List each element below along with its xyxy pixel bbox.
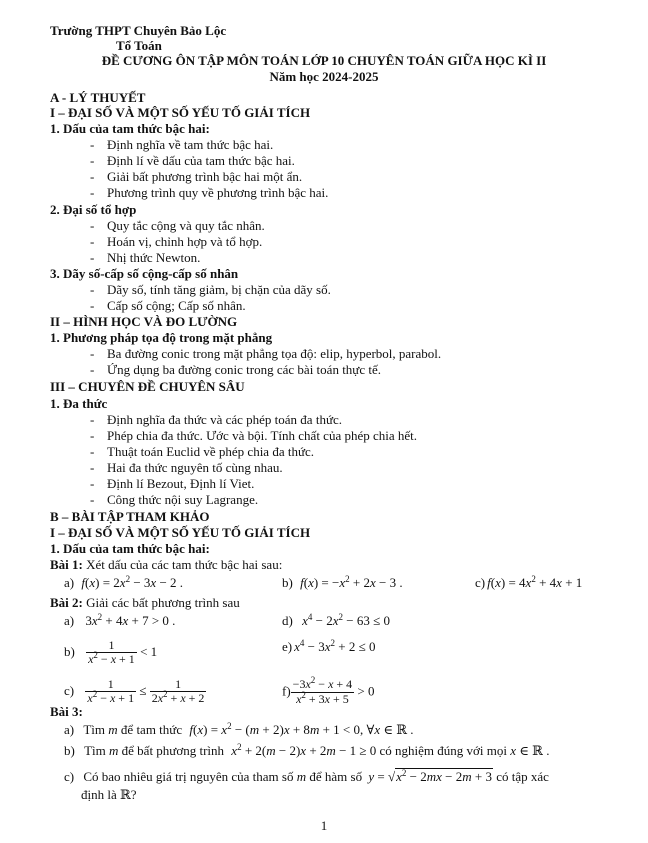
school-year: Năm học 2024-2025 bbox=[269, 69, 379, 84]
subsection-heading: 1. Phương pháp tọa độ trong mặt phẳng bbox=[50, 330, 273, 345]
exercise-3c-continued: định là ℝ? bbox=[81, 787, 137, 802]
exercise-3b: b) Tìm m để bất phương trình $x^2 + 2(m - 2)x + 2m - 1 \ge 0$ có nghiệm đúng với mọi x ∈ ℝ . bbox=[64, 742, 550, 758]
list-item: Hai đa thức nguyên tố cùng nhau. bbox=[107, 460, 283, 475]
document-title: ĐỀ CƯƠNG ÔN TẬP MÔN TOÁN LỚP 10 CHUYÊN TOÁN GIỮA HỌC KÌ II bbox=[101, 53, 547, 68]
exercise-2a: a) $3x^2 + 4x + 7 > 0$ . bbox=[64, 612, 176, 628]
exercise-3-label: Bài 3: bbox=[50, 704, 83, 719]
list-item: Nhị thức Newton. bbox=[107, 250, 201, 265]
list-item: Định lí về dấu của tam thức bậc hai. bbox=[107, 153, 295, 168]
list-item: Định nghĩa về tam thức bậc hai. bbox=[107, 137, 274, 152]
exercise-1c: c) $f(x) = 4x^2 + 4x + 1$ bbox=[475, 574, 583, 590]
list-item: Phép chia đa thức. Ước và bội. Tính chất của phép chia hết. bbox=[107, 428, 418, 443]
exercise-3a: a) Tìm m để tam thức $f(x) = x^2 - (m + 2)x + 8m + 1 < 0$, ∀x ∈ ℝ . bbox=[64, 721, 414, 737]
section-a-heading: A - LÝ THUYẾT bbox=[50, 90, 146, 105]
exercise-2e: e) $x^4 - 3x^2 + 2 \le 0$ bbox=[282, 638, 376, 654]
part1-heading: I – ĐẠI SỐ VÀ MỘT SỐ YẾU TỐ GIẢI TÍCH bbox=[50, 105, 311, 120]
subsection-heading: 1. Đa thức bbox=[50, 396, 108, 411]
list-item: Công thức nội suy Lagrange. bbox=[107, 492, 259, 507]
list-item: Giải bất phương trình bậc hai một ẩn. bbox=[107, 169, 303, 184]
list-item: Ứng dụng ba đường conic trong các bài toán thực tế. bbox=[107, 362, 382, 377]
department-name: Tổ Toán bbox=[116, 38, 162, 53]
document-page: Trường THPT Chuyên Bảo Lộc Tổ Toán ĐỀ CƯƠNG ÔN TẬP MÔN TOÁN LỚP 10 CHUYÊN TOÁN GIỮA HỌC KÌ II Năm học 2024-2025 A - LÝ THUYẾT I – ĐẠI SỐ VÀ MỘT SỐ YẾU TỐ GIẢI TÍCH 1. Dấu của tam thức bậc hai: - Định nghĩa về tam thức bậc hai. - Định lí về dấu của tam thức bậc hai. - Giải bất phương trình bậc hai một ẩn. - Phương trình quy về phương trình bậc hai. 2. Đại số tổ hợp - Quy tắc cộng và quy tắc nhân. - Hoán vị, chỉnh hợp và tổ hợp. - Nhị thức Newton. 3. Dãy số-cấp số cộng-cấp số nhân - Dãy số, tính tăng giảm, bị chặn của dãy số. - Cấp số cộng; Cấp số nhân. II – HÌNH HỌC VÀ ĐO LƯỜNG 1. Phương pháp tọa độ trong mặt phẳng - Ba đường conic trong mặt phẳng tọa độ: elip, hyperbol, parabol. - Ứng dụng ba đường conic trong các bài toán thực tế. III – CHUYÊN ĐỀ CHUYÊN SÂU 1. Đa thức - Định nghĩa đa thức và các phép toán đa thức. - Phép chia đa thức. Ước và bội. Tính chất của phép chia hết. - Thuật toán Euclid về phép chia đa thức. - Hai đa thức nguyên tố cùng nhau. - Định lí Bezout, Định lí Viet. - Công thức nội suy Lagrange. B – BÀI TẬP THAM KHẢO I – ĐẠI SỐ VÀ MỘT SỐ YẾU TỐ GIẢI TÍCH 1. Dấu của tam thức bậc hai: Bài 1: Xét dấu của các tam thức bậc hai sau: a) $f(x) = 2x^2 - 3x - 2$ . b) $f(x) = -x^2 + 2x - 3$ . c) $f(x) = 4x^2 + 4x + 1$ Bài 2: Giải các bất phương trình sau a) $3x^2 + 4x + 7 > 0$ . d) $x^4 - 2x^2 - 63 \le 0$ b) $\frac{1}{x^2 - x + 1}$ < 1 e) $x^4 - 3x^2 + 2 \le 0$ c) $\frac{1}{x^2 - x + 1}$ ≤ $\frac{1}{2x^2 + x + 2}$ f) $\frac{-3x^2 - x + 4}{x^2 + 3x + 5}$ > 0 Bài 3: a) Tìm m để tam thức $f(x) = x^2 - (m + 2)x + 8m + 1 < 0$, ∀x ∈ ℝ . b) Tìm m để bất phương trình $x^2 + 2(m - 2)x + 2m - 1 \ge 0$ có nghiệm đúng với mọi x ∈ ℝ . c) Có bao nhiêu giá trị nguyên của tham số m để hàm số $y = √x^2 - 2mx - 2m + 3$ có tập xác định là ℝ? 1 bbox=[0, 0, 648, 843]
list-item: Phương trình quy về phương trình bậc hai. bbox=[107, 185, 329, 200]
subsection-heading: 3. Dãy số-cấp số cộng-cấp số nhân bbox=[50, 266, 239, 281]
exercise-1a: a) $f(x) = 2x^2 - 3x - 2$ . bbox=[64, 574, 184, 590]
list-item: Hoán vị, chỉnh hợp và tổ hợp. bbox=[107, 234, 263, 249]
subsection-heading: 2. Đại số tổ hợp bbox=[50, 202, 137, 217]
school-name: Trường THPT Chuyên Bảo Lộc bbox=[50, 23, 227, 38]
exercise-prompt: Xét dấu của các tam thức bậc hai sau: bbox=[86, 557, 283, 572]
exercise-prompt: Giải các bất phương trình sau bbox=[86, 595, 240, 610]
exercise-label: Bài 1: bbox=[50, 557, 83, 572]
list-item: Cấp số cộng; Cấp số nhân. bbox=[107, 298, 246, 313]
exercise-2f: f) $\frac{-3x^2 - x + 4}{x^2 + 3x + 5}$ > 0 bbox=[282, 675, 375, 706]
exercises-part1-heading: I – ĐẠI SỐ VÀ MỘT SỐ YẾU TỐ GIẢI TÍCH bbox=[50, 525, 311, 540]
exercise-label: Bài 2: bbox=[50, 595, 83, 610]
exercise-2c: c) $\frac{1}{x^2 - x + 1}$ ≤ $\frac{1}{2x^2 + x + 2}$ bbox=[64, 677, 205, 705]
page-number: 1 bbox=[320, 818, 328, 833]
exercise-2 bbox=[50, 595, 240, 611]
exercise-1 bbox=[50, 557, 282, 573]
exercise-2b: b) $\frac{1}{x^2 - x + 1}$ < 1 bbox=[64, 638, 158, 666]
list-item: Quy tắc cộng và quy tắc nhân. bbox=[107, 218, 265, 233]
exercises-subsection-heading: 1. Dấu của tam thức bậc hai: bbox=[50, 541, 210, 556]
section-b-heading: B – BÀI TẬP THAM KHẢO bbox=[50, 509, 210, 524]
list-item: Ba đường conic trong mặt phẳng tọa độ: elip, hyperbol, parabol. bbox=[107, 346, 442, 361]
list-item: Thuật toán Euclid về phép chia đa thức. bbox=[107, 444, 315, 459]
exercise-2d: d) $x^4 - 2x^2 - 63 \le 0$ bbox=[282, 612, 390, 628]
exercise-1b: b) $f(x) = -x^2 + 2x - 3$ . bbox=[282, 574, 403, 590]
part3-heading: III – CHUYÊN ĐỀ CHUYÊN SÂU bbox=[50, 379, 245, 394]
list-item: Định nghĩa đa thức và các phép toán đa thức. bbox=[107, 412, 343, 427]
part2-heading: II – HÌNH HỌC VÀ ĐO LƯỜNG bbox=[50, 314, 238, 329]
subsection-heading: 1. Dấu của tam thức bậc hai: bbox=[50, 121, 210, 136]
list-item: Định lí Bezout, Định lí Viet. bbox=[107, 476, 255, 491]
list-item: Dãy số, tính tăng giảm, bị chặn của dãy số. bbox=[107, 282, 331, 297]
exercise-3c: c) Có bao nhiêu giá trị nguyên của tham số m để hàm số $y = √x^2 - 2mx - 2m + 3$ có tập xác bbox=[64, 768, 549, 784]
